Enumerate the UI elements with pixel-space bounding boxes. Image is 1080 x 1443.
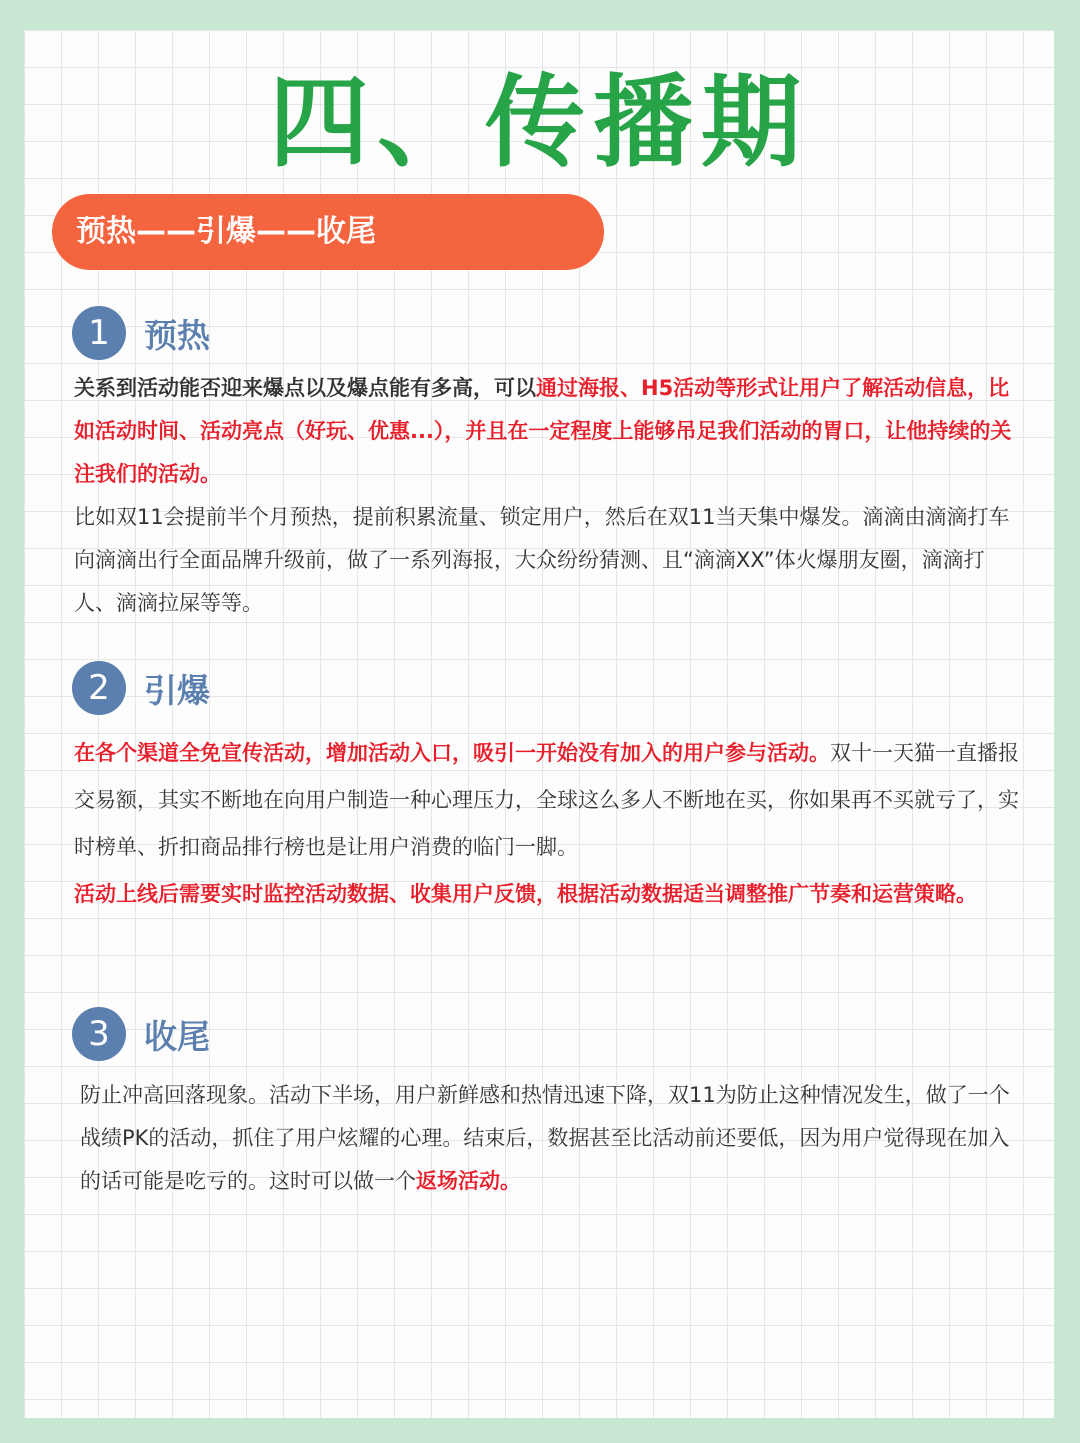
section-2-number-badge: 2 — [72, 661, 126, 715]
stage-banner: 预热——引爆——收尾 — [52, 194, 604, 270]
grid-paper-sheet — [24, 30, 1054, 1418]
section-3-number-badge: 3 — [72, 1007, 126, 1061]
section-1-paragraph-2: 比如双11会提前半个月预热，提前积累流量、锁定用户，然后在双11当天集中爆发。滴滴由滴滴打车向滴滴出行全面品牌升级前，做了一系列海报，大众纷纷猜测、且“滴滴XX”体火爆朋友圈，滴滴打人、滴滴拉屎等等。 — [74, 505, 1010, 615]
section-3-p1-highlight: 返场活动。 — [416, 1169, 521, 1193]
section-1-p1-highlight: 通过海报、H5活动等形式让用户了解活动信息，比如活动时间、活动亮点（好玩、优惠...），并且在一定程度上能够吊足我们活动的胃口，让他持续的关注我们的活动。 — [74, 376, 1012, 486]
section-3-paragraph-1 — [80, 1074, 1024, 1203]
page-title: 四、传播期 — [269, 64, 809, 181]
section-3-title: 收尾 — [144, 1016, 210, 1056]
section-3-p1-normal: 防止冲高回落现象。活动下半场，用户新鲜感和热情迅速下降，双11为防止这种情况发生，做了一个战绩PK的活动，抓住了用户炫耀的心理。结束后，数据甚至比活动前还要低，因为用户觉得现在加入的话可能是吃亏的。这时可以做一个 — [80, 1083, 1010, 1193]
section-1-title: 预热 — [144, 315, 210, 355]
section-2-paragraph-2: 活动上线后需要实时监控活动数据、收集用户反馈，根据活动数据适当调整推广节奏和运营策略。 — [74, 882, 977, 906]
section-2-p1-highlight: 在各个渠道全免宣传活动，增加活动入口，吸引一开始没有加入的用户参与活动。 — [74, 741, 830, 765]
section-3-header — [72, 1006, 210, 1062]
section-2-title: 引爆 — [144, 670, 210, 710]
section-1-p1-normal: 关系到活动能否迎来爆点以及爆点能有多高，可以 — [74, 376, 536, 400]
section-1-header — [72, 305, 210, 361]
section-1-paragraph-1 — [74, 367, 1024, 496]
section-2-p1-normal: 双十一天猫一直播报交易额，其实不断地在向用户制造一种心理压力，全球这么多人不断地在买，你如果再不买就亏了，实时榜单、折扣商品排行榜也是让用户消费的临门一脚。 — [74, 741, 1019, 859]
section-2-header — [72, 660, 210, 716]
section-1-number-badge: 1 — [72, 306, 126, 360]
section-2-paragraph-1 — [74, 730, 1024, 871]
